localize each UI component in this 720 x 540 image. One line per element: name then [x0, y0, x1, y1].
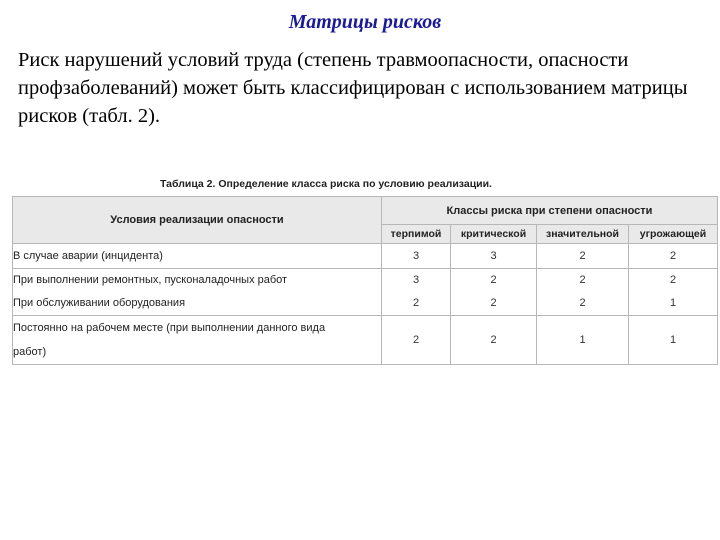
value-cell: 2: [537, 244, 629, 269]
value-cell: [382, 269, 451, 316]
intro-paragraph: Риск нарушений условий труда (степень травмоопасности, опасности профзаболеваний) может быть классифицирован с использованием матрицы рисков (табл. 2).: [18, 49, 688, 127]
value-line: 2: [579, 274, 586, 286]
value-cell: [629, 269, 718, 316]
value-line: 1: [669, 297, 677, 309]
condition-cell: [13, 269, 382, 316]
value-cell: 2: [629, 244, 718, 269]
column-header-critical: критической: [451, 225, 537, 244]
condition-line: работ): [13, 346, 47, 358]
value-cell: 2: [382, 316, 451, 365]
value-line: 2: [412, 297, 420, 309]
table-row: [13, 269, 718, 316]
value-line: 2: [669, 274, 677, 286]
condition-cell: [13, 316, 382, 365]
value-cell: 3: [382, 244, 451, 269]
condition-cell: В случае аварии (инцидента): [13, 244, 382, 269]
column-header-tolerable: терпимой: [382, 225, 451, 244]
risk-classes-header: Классы риска при степени опасности: [382, 197, 718, 225]
condition-line: При выполнении ремонтных, пусконаладочных работ: [13, 274, 288, 286]
table-row: [13, 244, 718, 269]
slide-title: Матрицы рисков: [288, 11, 442, 33]
condition-line: Постоянно на рабочем месте (при выполнении данного вида: [13, 322, 326, 334]
table-row: [13, 316, 718, 365]
condition-line: При обслуживании оборудования: [13, 297, 186, 309]
table-caption: Таблица 2. Определение класса риска по условию реализации.: [160, 178, 492, 190]
column-header-significant: значительной: [537, 225, 629, 244]
condition-column-header: Условия реализации опасности: [13, 197, 382, 244]
value-cell: [451, 269, 537, 316]
value-cell: [537, 269, 629, 316]
value-cell: 2: [451, 316, 537, 365]
value-cell: 3: [451, 244, 537, 269]
value-line: 2: [490, 274, 497, 286]
value-line: 3: [412, 274, 420, 286]
value-line: 2: [579, 297, 586, 309]
value-cell: 1: [629, 316, 718, 365]
value-line: 2: [490, 297, 497, 309]
risk-matrix-table: [12, 196, 718, 365]
column-header-threatening: угрожающей: [629, 225, 718, 244]
value-cell: 1: [537, 316, 629, 365]
